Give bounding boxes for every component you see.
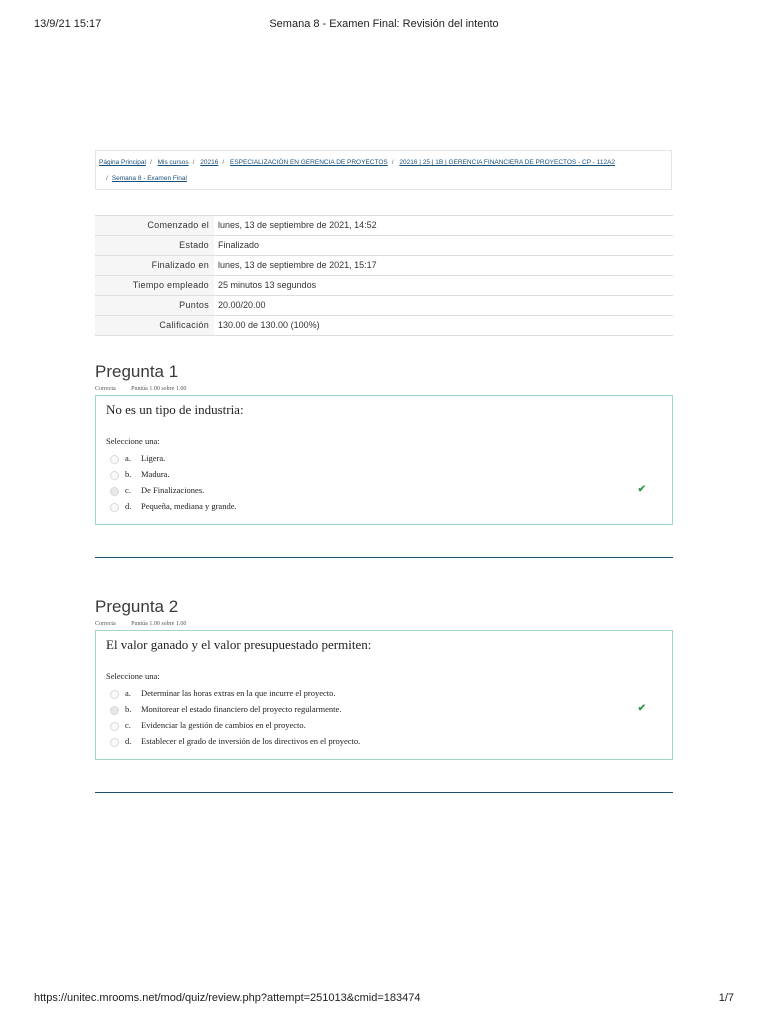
summary-value: 20.00/20.00 [214,296,673,316]
radio-button[interactable] [110,503,119,512]
radio-button[interactable] [110,455,119,464]
breadcrumb [95,150,672,190]
summary-value: Finalizado [214,236,673,256]
answer-option[interactable] [106,685,662,701]
radio-button[interactable] [110,690,119,699]
breadcrumb-separator: / [391,159,394,166]
option-letter: d. [125,736,132,746]
radio-button-checked[interactable] [110,487,119,496]
summary-label: Calificación [95,316,214,336]
summary-value: 25 minutos 13 segundos [214,276,673,296]
option-letter: d. [125,501,132,511]
question-2 [95,597,673,760]
answer-options [106,685,662,749]
breadcrumb-quiz[interactable]: Semana 8 - Examen Final [111,175,187,182]
question-1 [95,362,673,525]
question-score: Puntúa 1.00 sobre 1.00 [131,621,187,627]
radio-button[interactable] [110,738,119,747]
radio-button[interactable] [110,722,119,731]
summary-label: Comenzado el [95,216,214,236]
option-letter: c. [125,485,131,495]
answer-option[interactable] [106,466,662,482]
option-letter: b. [125,704,132,714]
answer-option-selected[interactable] [106,701,662,717]
question-text: El valor ganado y el valor presupuestado permiten: [106,637,372,652]
option-text: Determinar las horas extras en la que incurre el proyecto. [141,688,336,698]
breadcrumb-my-courses[interactable]: Mis cursos [157,159,189,166]
option-text: Ligera. [141,453,166,463]
question-instruction: Seleccione una: [106,671,160,681]
summary-value: 130.00 de 130.00 (100%) [214,316,673,336]
summary-label: Puntos [95,296,214,316]
print-page-title: Semana 8 - Examen Final: Revisión del intento [269,18,499,30]
summary-label: Tiempo empleado [95,276,214,296]
option-text: De Finalizaciones. [141,485,205,495]
answer-options [106,450,662,514]
summary-label: Estado [95,236,214,256]
summary-row [95,316,673,336]
question-score: Puntúa 1.00 sobre 1.00 [131,386,187,392]
option-letter: a. [125,453,131,463]
print-url: https://unitec.mrooms.net/mod/quiz/review.php?attempt=251013&cmid=183474 [34,992,421,1004]
question-title: Pregunta 1 [95,362,179,381]
question-meta [95,386,673,392]
question-text: No es un tipo de industria: [106,402,244,417]
option-letter: a. [125,688,131,698]
option-letter: b. [125,469,132,479]
breadcrumb-separator: / [149,159,152,166]
print-page-number: 1/7 [718,992,734,1004]
option-text: Establecer el grado de inversión de los directivos en el proyecto. [141,736,361,746]
option-text: Pequeña, mediana y grande. [141,501,237,511]
question-content-box [95,630,673,760]
summary-value: lunes, 13 de septiembre de 2021, 15:17 [214,256,673,276]
breadcrumb-separator: / [106,175,108,182]
question-status: Correcta [95,386,116,392]
breadcrumb-home[interactable]: Página Principal [99,159,146,166]
check-icon: ✔ [637,703,646,714]
summary-value: lunes, 13 de septiembre de 2021, 14:52 [214,216,673,236]
attempt-summary-table [95,215,673,336]
summary-row [95,276,673,296]
question-meta [95,621,673,627]
question-status: Correcta [95,621,116,627]
radio-button-checked[interactable] [110,706,119,715]
print-datetime: 13/9/21 15:17 [34,18,102,30]
summary-label: Finalizado en [95,256,214,276]
answer-option[interactable] [106,450,662,466]
summary-row [95,296,673,316]
breadcrumb-program[interactable]: ESPECIALIZACIÓN EN GERENCIA DE PROYECTOS [230,159,388,166]
option-text: Evidenciar la gestión de cambios en el proyecto. [141,720,306,730]
question-content-box [95,395,673,525]
summary-row [95,236,673,256]
question-divider [95,557,673,558]
question-instruction: Seleccione una: [106,436,160,446]
breadcrumb-period[interactable]: 20216 [200,159,219,166]
question-title: Pregunta 2 [95,597,179,616]
option-text: Madura. [141,469,170,479]
option-text: Monitorear el estado financiero del proyecto regularmente. [141,704,342,714]
answer-option[interactable] [106,717,662,733]
summary-row [95,216,673,236]
option-letter: c. [125,720,131,730]
answer-option[interactable] [106,733,662,749]
radio-button[interactable] [110,471,119,480]
breadcrumb-separator: / [222,159,225,166]
answer-option-selected[interactable] [106,482,662,498]
summary-row [95,256,673,276]
question-divider [95,792,673,793]
answer-option[interactable] [106,498,662,514]
breadcrumb-separator: / [192,159,195,166]
check-icon: ✔ [637,484,646,495]
breadcrumb-course[interactable]: 20216 | 25 | 1B | GERENCIA FINANCIERA DE PROYECTOS - CP - 112A2 [399,159,616,166]
